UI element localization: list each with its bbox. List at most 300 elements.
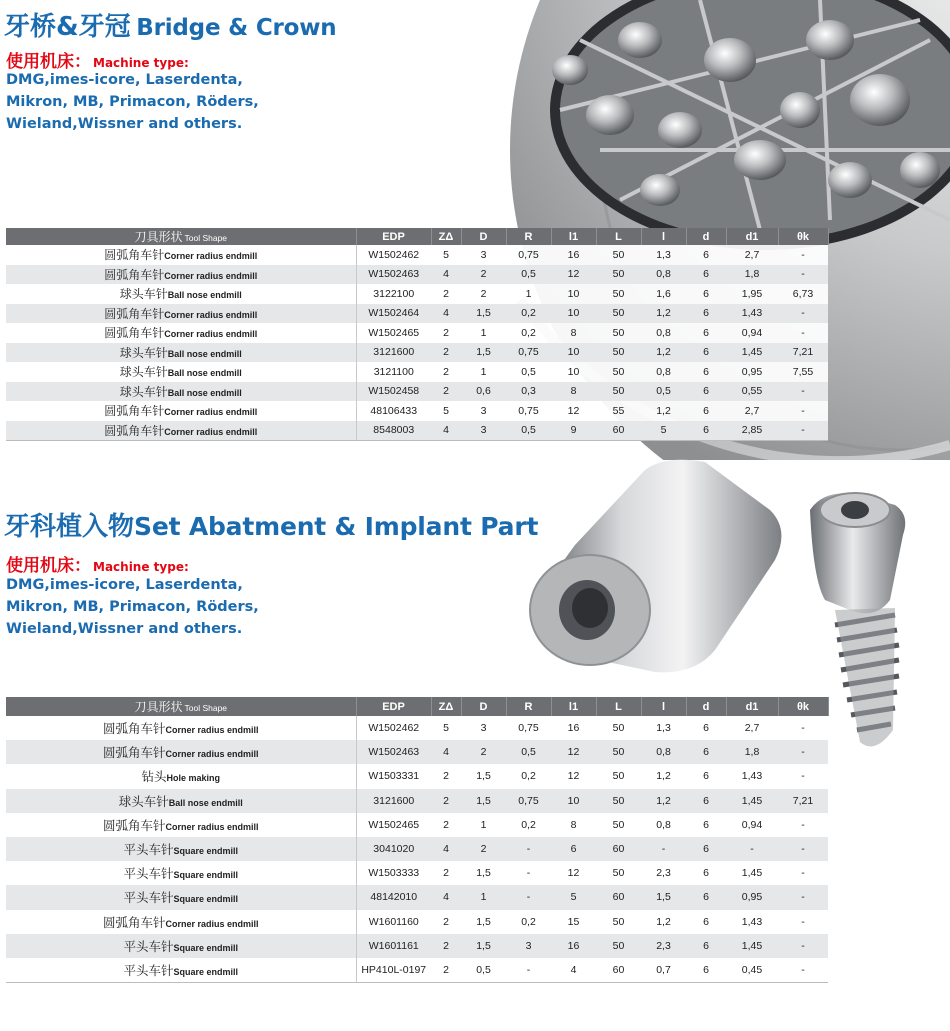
tool-shape-cell	[6, 245, 356, 265]
tool-shape-cell	[6, 934, 356, 958]
cell-edp: 8548003	[356, 421, 431, 441]
cell-l1: 8	[551, 813, 596, 837]
cell-l1: 4	[551, 958, 596, 982]
cell-L: 50	[596, 716, 641, 740]
cell-l: 0,7	[641, 958, 686, 982]
tool-shape-cn: 平头车针	[123, 939, 174, 954]
cell-R: 0,5	[506, 421, 551, 441]
cell-D: 3	[461, 421, 506, 441]
table-row	[6, 362, 828, 382]
cell-tk: -	[778, 958, 828, 982]
cell-d1: 2,7	[726, 401, 778, 421]
cell-l1: 10	[551, 343, 596, 363]
cell-tk: -	[778, 837, 828, 861]
cell-R: 0,75	[506, 245, 551, 265]
cell-R: -	[506, 958, 551, 982]
cell-l: 1,2	[641, 764, 686, 788]
tool-shape-cell	[6, 885, 356, 909]
tool-shape-cell	[6, 421, 356, 441]
tool-shape-cell	[6, 716, 356, 740]
col-header-tool-shape-cn: 刀具形状	[134, 700, 183, 714]
tool-shape-cell	[6, 304, 356, 324]
cell-L: 50	[596, 362, 641, 382]
cell-l1: 8	[551, 382, 596, 402]
cell-D: 1,5	[461, 789, 506, 813]
cell-d: 6	[686, 861, 726, 885]
cell-tk: -	[778, 716, 828, 740]
col-header-R: R	[506, 697, 551, 716]
cell-L: 50	[596, 740, 641, 764]
cell-R: 0,3	[506, 382, 551, 402]
cell-d1: -	[726, 837, 778, 861]
cell-z: 2	[431, 382, 461, 402]
cell-D: 1	[461, 885, 506, 909]
cell-z: 2	[431, 764, 461, 788]
tool-shape-cn: 圆弧角车针	[104, 423, 165, 438]
cell-R: 0,5	[506, 265, 551, 285]
cell-d: 6	[686, 323, 726, 343]
cell-z: 4	[431, 304, 461, 324]
cell-D: 1,5	[461, 861, 506, 885]
col-header-tool-shape	[6, 228, 356, 245]
tool-shape-cn: 平头车针	[123, 843, 174, 858]
cell-d1: 1,45	[726, 861, 778, 885]
table-row	[6, 789, 828, 813]
cell-z: 4	[431, 421, 461, 441]
section1-machine-brands: DMG,imes-icore, Laserdenta, Mikron, MB, Primacon, Röders, Wieland,Wissner and others.	[6, 72, 259, 132]
tool-shape-cell	[6, 382, 356, 402]
cell-tk: -	[778, 401, 828, 421]
cell-l: 1,2	[641, 789, 686, 813]
cell-L: 50	[596, 304, 641, 324]
tool-shape-cell	[6, 764, 356, 788]
tool-shape-cell	[6, 323, 356, 343]
cell-D: 0,5	[461, 958, 506, 982]
cell-tk: 6,73	[778, 284, 828, 304]
cell-d: 6	[686, 958, 726, 982]
cell-L: 60	[596, 421, 641, 441]
col-header-tk: θk	[778, 228, 828, 245]
tool-shape-cell	[6, 837, 356, 861]
tool-shape-en: Corner radius endmill	[164, 251, 258, 262]
cell-z: 2	[431, 934, 461, 958]
cell-tk: -	[778, 910, 828, 934]
col-header-tool-shape-en: Tool Shape	[184, 233, 228, 243]
tool-shape-cell	[6, 740, 356, 764]
table-row	[6, 934, 828, 958]
cell-d: 6	[686, 382, 726, 402]
cell-edp: W1502458	[356, 382, 431, 402]
cell-D: 1,5	[461, 934, 506, 958]
cell-l: 5	[641, 421, 686, 441]
cell-tk: -	[778, 304, 828, 324]
cell-R: 0,2	[506, 910, 551, 934]
tool-shape-cell	[6, 789, 356, 813]
col-header-d1: d1	[726, 697, 778, 716]
tool-shape-en: Corner radius endmill	[165, 821, 259, 832]
tool-shape-en: Square endmill	[173, 846, 239, 857]
cell-l: 1,2	[641, 304, 686, 324]
cell-l: 0,8	[641, 740, 686, 764]
cell-z: 2	[431, 910, 461, 934]
cell-l1: 8	[551, 323, 596, 343]
cell-edp: HP410L-0197	[356, 958, 431, 982]
tool-shape-cn: 平头车针	[123, 891, 174, 906]
section2-machine-label-en: Machine type:	[93, 560, 189, 574]
cell-l1: 12	[551, 740, 596, 764]
table-header-row	[6, 228, 828, 245]
section1-machine-label-cn: 使用机床：	[6, 52, 91, 72]
cell-l1: 10	[551, 789, 596, 813]
col-header-D: D	[461, 228, 506, 245]
cell-d1: 0,94	[726, 813, 778, 837]
cell-R: 0,75	[506, 716, 551, 740]
cell-d1: 1,8	[726, 265, 778, 285]
cell-l: 1,3	[641, 716, 686, 740]
cell-l: 1,5	[641, 885, 686, 909]
cell-l1: 16	[551, 245, 596, 265]
cell-z: 2	[431, 362, 461, 382]
cell-R: 0,75	[506, 789, 551, 813]
cell-z: 5	[431, 245, 461, 265]
tool-shape-cell	[6, 910, 356, 934]
cell-l: 1,2	[641, 401, 686, 421]
cell-d1: 0,45	[726, 958, 778, 982]
cell-d: 6	[686, 284, 726, 304]
cell-l: 0,8	[641, 813, 686, 837]
table-row	[6, 740, 828, 764]
table-header-row	[6, 697, 828, 716]
tool-shape-cn: 钻头	[141, 770, 167, 785]
col-header-tool-shape-en: Tool Shape	[184, 703, 228, 713]
cell-tk: -	[778, 764, 828, 788]
table-row	[6, 284, 828, 304]
cell-R: 0,2	[506, 323, 551, 343]
tool-shape-en: Square endmill	[173, 966, 239, 977]
cell-edp: W1503331	[356, 764, 431, 788]
table-row	[6, 885, 828, 909]
cell-z: 2	[431, 958, 461, 982]
cell-R: 0,2	[506, 764, 551, 788]
cell-z: 2	[431, 789, 461, 813]
cell-edp: W1502462	[356, 245, 431, 265]
cell-d: 6	[686, 304, 726, 324]
cell-l1: 16	[551, 934, 596, 958]
cell-D: 2	[461, 837, 506, 861]
cell-L: 50	[596, 245, 641, 265]
cell-D: 1	[461, 323, 506, 343]
cell-R: 0,5	[506, 740, 551, 764]
cell-l: 2,3	[641, 861, 686, 885]
cell-d1: 2,7	[726, 245, 778, 265]
cell-d: 6	[686, 401, 726, 421]
tool-shape-cn: 球头车针	[119, 365, 168, 380]
tool-shape-cn: 圆弧角车针	[104, 326, 165, 341]
cell-D: 0,6	[461, 382, 506, 402]
cell-edp: 48142010	[356, 885, 431, 909]
section1-machine-label-en: Machine type:	[93, 56, 189, 70]
col-header-l1: l1	[551, 697, 596, 716]
tool-shape-cn: 圆弧角车针	[104, 267, 165, 282]
cell-z: 2	[431, 343, 461, 363]
cell-edp: W1502463	[356, 740, 431, 764]
cell-l: 0,8	[641, 323, 686, 343]
cell-edp: W1502463	[356, 265, 431, 285]
section2-machine-label	[6, 551, 189, 576]
cell-tk: -	[778, 885, 828, 909]
cell-l: 0,8	[641, 362, 686, 382]
tool-shape-cn: 平头车针	[123, 867, 174, 882]
cell-D: 1,5	[461, 764, 506, 788]
cell-L: 50	[596, 861, 641, 885]
tool-shape-en: Corner radius endmill	[164, 329, 258, 340]
cell-tk: -	[778, 265, 828, 285]
table-body	[6, 716, 828, 982]
cell-l: 2,3	[641, 934, 686, 958]
tool-shape-cell	[6, 861, 356, 885]
cell-l: 0,5	[641, 382, 686, 402]
cell-R: 1	[506, 284, 551, 304]
tool-shape-cell	[6, 265, 356, 285]
cell-l1: 12	[551, 401, 596, 421]
tool-shape-en: Square endmill	[173, 942, 239, 953]
cell-d1: 1,95	[726, 284, 778, 304]
cell-R: 0,2	[506, 813, 551, 837]
cell-d: 6	[686, 716, 726, 740]
cell-d: 6	[686, 813, 726, 837]
table-row	[6, 401, 828, 421]
cell-l1: 15	[551, 910, 596, 934]
table-row	[6, 764, 828, 788]
cell-edp: W1502462	[356, 716, 431, 740]
cell-tk: -	[778, 382, 828, 402]
cell-d: 6	[686, 764, 726, 788]
col-header-edp: EDP	[356, 697, 431, 716]
section2-machine-brands: DMG,imes-icore, Laserdenta, Mikron, MB, Primacon, Röders, Wieland,Wissner and others.	[6, 577, 259, 637]
cell-d1: 0,95	[726, 885, 778, 909]
section2-title	[4, 506, 538, 543]
cell-z: 2	[431, 284, 461, 304]
cell-d1: 1,43	[726, 910, 778, 934]
cell-z: 4	[431, 837, 461, 861]
cell-d1: 0,55	[726, 382, 778, 402]
tool-shape-cn: 圆弧角车针	[102, 722, 166, 737]
cell-d1: 1,45	[726, 343, 778, 363]
cell-D: 3	[461, 401, 506, 421]
tool-shape-cell	[6, 343, 356, 363]
cell-D: 2	[461, 740, 506, 764]
cell-l1: 16	[551, 716, 596, 740]
col-header-tool-shape-cn: 刀具形状	[134, 230, 183, 244]
cell-l1: 5	[551, 885, 596, 909]
cell-l: 0,8	[641, 265, 686, 285]
cell-edp: W1601161	[356, 934, 431, 958]
section2-title-cn: 牙科植入物	[4, 512, 135, 542]
table-body	[6, 245, 828, 440]
tool-shape-en: Ball nose endmill	[168, 797, 243, 808]
cell-R: -	[506, 837, 551, 861]
table-row	[6, 813, 828, 837]
tool-shape-cn: 球头车针	[119, 345, 168, 360]
cell-tk: -	[778, 245, 828, 265]
cell-tk: -	[778, 421, 828, 441]
cell-d1: 1,45	[726, 934, 778, 958]
table-row	[6, 421, 828, 441]
table-row	[6, 837, 828, 861]
tool-shape-en: Ball nose endmill	[167, 348, 242, 359]
cell-tk: -	[778, 740, 828, 764]
cell-L: 60	[596, 885, 641, 909]
cell-edp: W1502464	[356, 304, 431, 324]
cell-l1: 10	[551, 304, 596, 324]
tool-shape-cn: 圆弧角车针	[102, 915, 166, 930]
tool-shape-en: Ball nose endmill	[167, 290, 242, 301]
cell-l: 1,2	[641, 343, 686, 363]
table-row	[6, 265, 828, 285]
cell-D: 3	[461, 716, 506, 740]
cell-R: 0,75	[506, 401, 551, 421]
cell-d1: 2,7	[726, 716, 778, 740]
cell-D: 1	[461, 362, 506, 382]
cell-D: 3	[461, 245, 506, 265]
cell-R: 3	[506, 934, 551, 958]
table-row	[6, 304, 828, 324]
tool-shape-en: Corner radius endmill	[164, 426, 258, 437]
section2-machine-label-cn: 使用机床：	[6, 556, 91, 576]
cell-d: 6	[686, 740, 726, 764]
cell-D: 2	[461, 265, 506, 285]
section1-title-en: Bridge & Crown	[136, 15, 337, 41]
col-header-l: l	[641, 697, 686, 716]
cell-l1: 12	[551, 265, 596, 285]
cell-d1: 1,45	[726, 789, 778, 813]
cell-edp: 3122100	[356, 284, 431, 304]
cell-l: 1,6	[641, 284, 686, 304]
cell-R: -	[506, 885, 551, 909]
section1-title	[4, 6, 336, 43]
cell-L: 50	[596, 323, 641, 343]
cell-edp: W1502465	[356, 323, 431, 343]
cell-R: 0,2	[506, 304, 551, 324]
implant-tool-table	[6, 697, 829, 983]
cell-D: 2	[461, 284, 506, 304]
cell-z: 4	[431, 885, 461, 909]
col-header-d: d	[686, 228, 726, 245]
cell-L: 50	[596, 284, 641, 304]
tool-shape-cn: 圆弧角车针	[102, 818, 166, 833]
col-header-R: R	[506, 228, 551, 245]
cell-d1: 1,43	[726, 764, 778, 788]
cell-D: 1,5	[461, 910, 506, 934]
col-header-z: ZΔ	[431, 697, 461, 716]
cell-d: 6	[686, 789, 726, 813]
tool-shape-cell	[6, 401, 356, 421]
cell-edp: W1502465	[356, 813, 431, 837]
cell-tk: -	[778, 323, 828, 343]
abutment-photo	[515, 450, 795, 690]
tool-shape-cn: 球头车针	[119, 287, 168, 302]
cell-tk: 7,21	[778, 343, 828, 363]
cell-z: 5	[431, 401, 461, 421]
cell-d: 6	[686, 343, 726, 363]
cell-z: 4	[431, 265, 461, 285]
cell-edp: 3041020	[356, 837, 431, 861]
table-row	[6, 958, 828, 982]
cell-d1: 0,95	[726, 362, 778, 382]
cell-d: 6	[686, 265, 726, 285]
tool-shape-cn: 圆弧角车针	[104, 306, 165, 321]
tool-shape-en: Ball nose endmill	[167, 368, 242, 379]
col-header-l1: l1	[551, 228, 596, 245]
cell-R: 0,5	[506, 362, 551, 382]
col-header-edp: EDP	[356, 228, 431, 245]
cell-tk: -	[778, 813, 828, 837]
cell-L: 60	[596, 837, 641, 861]
table-row	[6, 716, 828, 740]
tool-shape-cn: 球头车针	[118, 794, 169, 809]
cell-L: 50	[596, 265, 641, 285]
cell-R: -	[506, 861, 551, 885]
cell-d1: 2,85	[726, 421, 778, 441]
tool-shape-cell	[6, 362, 356, 382]
tool-shape-en: Ball nose endmill	[167, 387, 242, 398]
tool-shape-cn: 圆弧角车针	[102, 746, 166, 761]
col-header-d: d	[686, 697, 726, 716]
cell-D: 1,5	[461, 304, 506, 324]
cell-d1: 1,8	[726, 740, 778, 764]
col-header-L: L	[596, 228, 641, 245]
col-header-d1: d1	[726, 228, 778, 245]
cell-tk: 7,55	[778, 362, 828, 382]
tool-shape-en: Corner radius endmill	[165, 918, 259, 929]
cell-L: 50	[596, 789, 641, 813]
cell-d: 6	[686, 421, 726, 441]
cell-z: 2	[431, 323, 461, 343]
cell-D: 1,5	[461, 343, 506, 363]
tool-shape-en: Hole making	[166, 773, 221, 784]
cell-z: 2	[431, 861, 461, 885]
col-header-tool-shape	[6, 697, 356, 716]
cell-L: 60	[596, 958, 641, 982]
cell-edp: W1601160	[356, 910, 431, 934]
tool-shape-cn: 圆弧角车针	[104, 404, 165, 419]
col-header-D: D	[461, 697, 506, 716]
tool-shape-cn: 圆弧角车针	[104, 248, 165, 263]
cell-l: 1,3	[641, 245, 686, 265]
cell-l1: 9	[551, 421, 596, 441]
cell-z: 4	[431, 740, 461, 764]
cell-D: 1	[461, 813, 506, 837]
cell-d: 6	[686, 934, 726, 958]
cell-tk: 7,21	[778, 789, 828, 813]
tool-shape-cell	[6, 958, 356, 982]
tool-shape-en: Corner radius endmill	[164, 309, 258, 320]
table-row	[6, 323, 828, 343]
cell-edp: W1503333	[356, 861, 431, 885]
cell-tk: -	[778, 934, 828, 958]
table-row	[6, 861, 828, 885]
table-row	[6, 382, 828, 402]
cell-L: 50	[596, 934, 641, 958]
cell-d: 6	[686, 910, 726, 934]
cell-l1: 6	[551, 837, 596, 861]
cell-L: 55	[596, 401, 641, 421]
cell-L: 50	[596, 764, 641, 788]
section1-title-cn: 牙桥&牙冠	[4, 12, 131, 42]
cell-R: 0,75	[506, 343, 551, 363]
tool-shape-cn: 平头车针	[123, 963, 174, 978]
cell-edp: 48106433	[356, 401, 431, 421]
